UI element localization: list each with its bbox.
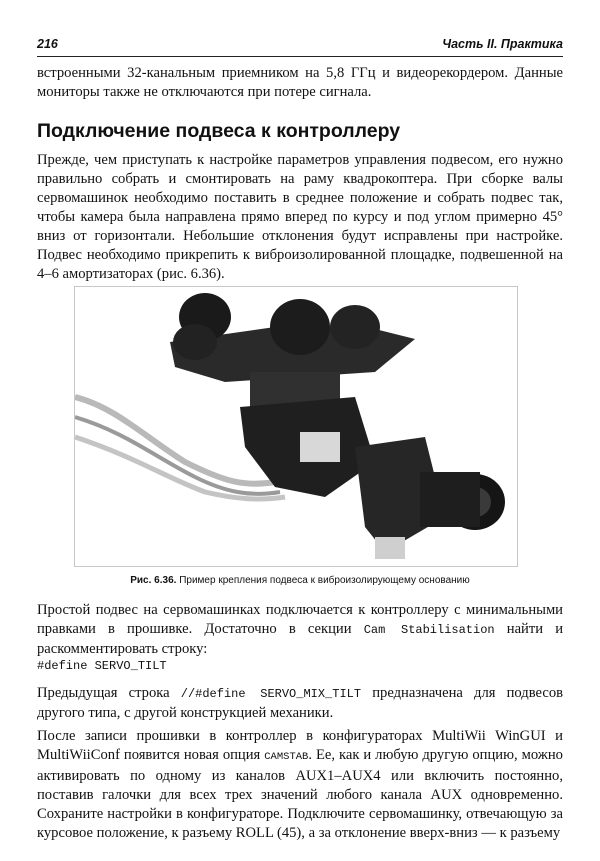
- caption-text: Пример крепления подвеса к виброизолирующему основанию: [179, 575, 470, 586]
- text-run: После записи прошивки в контроллер в конфигураторах MultiWii WinGUI и MultiWiiConf появится новая опция: [37, 728, 563, 763]
- inline-code: Cam Stabilisation: [363, 623, 495, 637]
- running-title: Часть II. Практика: [442, 37, 563, 51]
- gimbal-photo-illustration: [75, 287, 517, 566]
- page-number: 216: [37, 37, 58, 51]
- text-run: Предыдущая строка: [37, 685, 181, 701]
- code-line: #define SERVO_TILT: [37, 659, 167, 673]
- paragraph-previous-line: [37, 684, 563, 723]
- inline-code: CAMSTAB: [264, 751, 309, 763]
- page-header: [37, 36, 563, 57]
- text-run: предназначена для подвесов другого типа, с другой конструкцией механики.: [37, 685, 564, 721]
- intro-paragraph: встроенными 32-канальным приемником на 5,8 ГГц и видеорекордером. Данные мониторы также не отключаются при потере сигнала.: [37, 65, 563, 100]
- text-run: . Ее, как и любую другую опцию, можно активировать по одному из каналов AUX1–AUX4 или включить постоянно, поставив галочки для всех трех значений любого канала AUX одновременно. Сохраните настройки в конфигураторе. Подключите сервомашинку, отвечающую за курсовое положение, к разъему ROLL (45), а за отклонение вверх-вниз — к разъему: [37, 747, 563, 841]
- paragraph-simple-gimbal: [37, 601, 563, 659]
- paragraph-gimbal-assembly: Прежде, чем приступать к настройке параметров управления подвесом, его нужно правильно собрать и смонтировать на раму квадрокоптера. При сборке валы сервомашинок необходимо поставить в среднее положение и собрать подвес так, чтобы камера была направлена прямо вперед по курсу и под углом примерно 45° вниз от горизонтали. Небольшие отклонения будут исправлены при настройке. Подвес необходимо прикрепить к виброизолированной площадке, подвешенной на 4–6 амортизаторах (рис. 6.36).: [37, 152, 563, 282]
- paragraph-firmware-config: [37, 727, 563, 843]
- text-run: Простой подвес на сервомашинках подключается к контроллеру с минимальными правками в прошивке. Достаточно в секции: [37, 602, 563, 637]
- text-run: найти и раскомментировать строку:: [37, 621, 563, 657]
- inline-code: //#define SERVO_MIX_TILT: [180, 687, 362, 701]
- section-heading: Подключение подвеса к контроллеру: [37, 120, 401, 142]
- caption-label: Рис. 6.36.: [130, 575, 177, 586]
- figure-gimbal-photo: [74, 286, 518, 567]
- figure-caption: [37, 575, 563, 586]
